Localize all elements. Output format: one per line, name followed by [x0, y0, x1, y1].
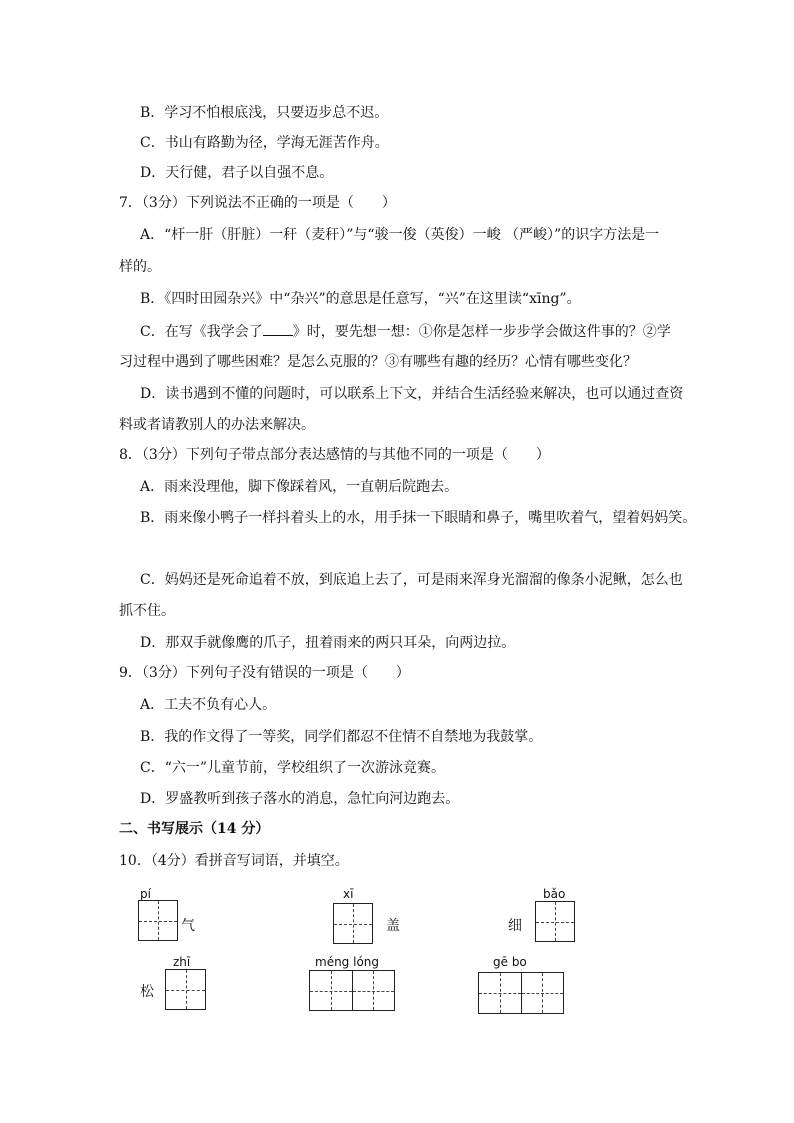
- writing-cell[interactable]: [139, 901, 177, 940]
- writing-box[interactable]: [138, 900, 178, 941]
- writing-box-double[interactable]: [478, 972, 564, 1014]
- q8-option-a: A．雨来没理他，脚下像踩着风，一直朝后院跑去。: [140, 479, 459, 495]
- pinyin-label: gē bo: [493, 955, 527, 969]
- q7-stem: 7．（3分）下列说法不正确的一项是（ ）: [119, 195, 396, 211]
- writing-cell[interactable]: [521, 973, 563, 1013]
- writing-cell[interactable]: [352, 971, 394, 1010]
- q7-option-c-text-a: C．在写《我学会了: [140, 324, 263, 340]
- writing-box[interactable]: [333, 903, 373, 944]
- q7-blank: [263, 322, 293, 336]
- writing-cell[interactable]: [310, 971, 352, 1010]
- writing-box-double[interactable]: [309, 970, 395, 1011]
- q7-option-d-line1: D．读书遇到不懂的问题时，可以联系上下文，并结合生活经验来解决，也可以通过查资: [140, 386, 684, 402]
- q8-option-d: D．那双手就像鹰的爪子，扭着雨来的两只耳朵，向两边拉。: [140, 635, 516, 651]
- section-title: 二、书写展示（14 分）: [119, 821, 270, 837]
- q9-option-b: B．我的作文得了一等奖，同学们都忍不住情不自禁地为我鼓掌。: [140, 729, 543, 745]
- q9-option-d: D．罗盛教听到孩子落水的消息，急忙向河边跑去。: [140, 791, 460, 807]
- pinyin-label: bǎo: [543, 887, 566, 901]
- pinyin-label: pí: [140, 887, 151, 901]
- q7-option-c-text-b: 》时，要先想一想：①你是怎样一步步学会做这件事的？②学: [292, 324, 671, 340]
- given-character: 气: [181, 918, 195, 934]
- writing-cell[interactable]: [479, 973, 521, 1013]
- q7-option-c-line2: 习过程中遇到了哪些困难？是怎么克服的？③有哪些有趣的经历？心情有哪些变化？: [119, 354, 637, 370]
- q6-option-b: B．学习不怕根底浅，只要迈步总不迟。: [140, 105, 389, 121]
- writing-box[interactable]: [165, 969, 206, 1010]
- pinyin-label: zhī: [173, 955, 191, 969]
- given-character: 松: [140, 984, 154, 1000]
- q7-option-d-line2: 料或者请教别人的办法来解决。: [119, 417, 315, 433]
- writing-cell[interactable]: [334, 904, 372, 943]
- q6-option-d: D．天行健，君子以自强不息。: [140, 165, 334, 181]
- q10-stem: 10．（4分）看拼音写词语，并填空。: [119, 853, 349, 869]
- q7-option-a-line1: A．“杆一肝（肝脏）一秆（麦秆）”与“骏一俊（英俊）一峻 （严峻）”的识字方法是一: [140, 227, 660, 243]
- q6-option-c: C．书山有路勤为径，学海无涯苦作舟。: [140, 135, 389, 151]
- q8-option-b: B．雨来像小鸭子一样抖着头上的水，用手抹一下眼睛和鼻子，嘴里吹着气，望着妈妈笑。: [140, 510, 697, 526]
- q9-option-c: C．“六一”儿童节前，学校组织了一次游泳竞赛。: [140, 760, 446, 776]
- q8-option-c-line1: C．妈妈还是死命追着不放，到底追上去了，可是雨来浑身光溜溜的像条小泥鳅，怎么也: [140, 572, 683, 588]
- pinyin-label: méng lóng: [315, 955, 380, 969]
- q7-option-b: B．《四时田园杂兴》中“杂兴”的意思是任意写，“兴”在这里读“xīng”。: [140, 291, 581, 307]
- q9-option-a: A．工夫不负有心人。: [140, 697, 277, 713]
- q8-option-c-line2: 抓不住。: [119, 603, 175, 619]
- writing-box[interactable]: [535, 901, 575, 942]
- q7-option-c-line1: [140, 322, 671, 341]
- given-character: 细: [508, 918, 522, 934]
- q7-option-a-line2: 样的。: [119, 259, 161, 275]
- given-character: 盖: [386, 918, 400, 934]
- writing-cell[interactable]: [536, 902, 574, 941]
- q8-stem: 8．（3分）下列句子带点部分表达感情的与其他不同的一项是（ ）: [119, 447, 550, 463]
- q9-stem: 9．（3分）下列句子没有错误的一项是（ ）: [119, 665, 410, 681]
- pinyin-label: xī: [343, 887, 354, 901]
- writing-cell[interactable]: [166, 970, 205, 1009]
